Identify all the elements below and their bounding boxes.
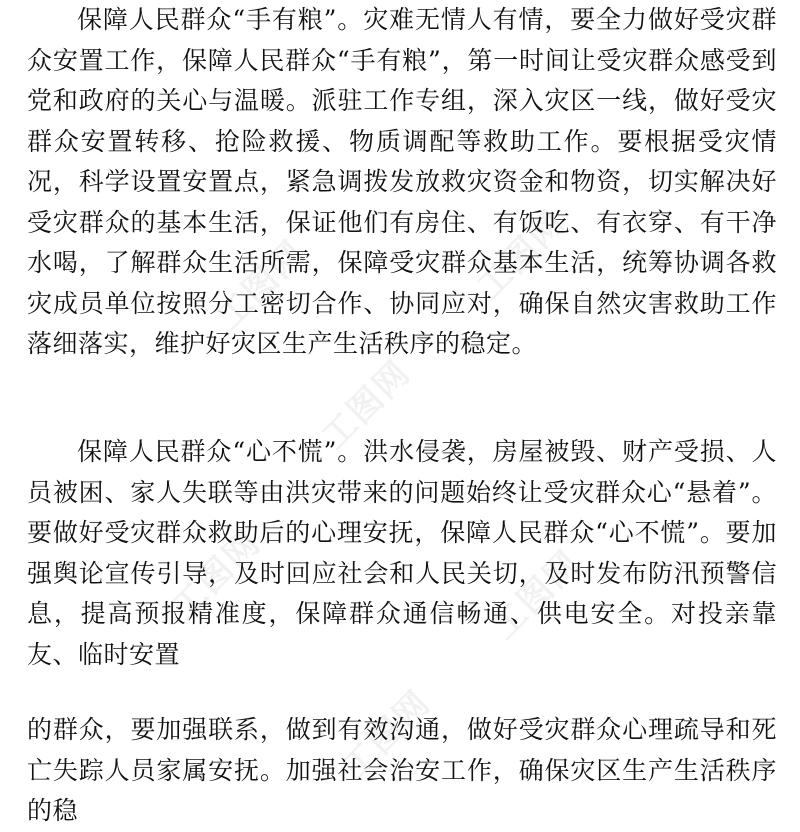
paragraph-peace-of-mind: 保障人民群众“心不慌”。洪水侵袭，房屋被毁、财产受损、人员被困、家人失联等由洪灾带来的问题始终让受灾群众心“悬着”。要做好受灾群众救助后的心理安抚，保障人民群众“心不慌”。要加强舆论宣传引导，及时回应社会和人民关切，及时发布防汛预警信息，提高预报精准度，保障群众通信畅通、供电安全。对投亲靠友、临时安置 (27, 437, 777, 669)
watermark: 工图网 (334, 682, 439, 788)
watermark: 工图网 (209, 232, 314, 338)
watermark: 工图网 (314, 352, 419, 458)
watermark: 工图网 (484, 542, 589, 648)
paragraph-continuation: 的群众，要加强联系，做到有效沟通，做好受灾群众心理疏导和死亡失踪人员家属安抚。加强社会治安工作，确保灾区生产生活秩序的稳 (27, 715, 777, 825)
watermark: 工图网 (469, 202, 574, 308)
watermark: 工图网 (164, 522, 269, 628)
paragraph-food-security: 保障人民群众“手有粮”。灾难无情人有情，要全力做好受灾群众安置工作，保障人民群众“手有粮”，第一时间让受灾群众感受到党和政府的关心与温暖。派驻工作专组，深入灾区一线，做好受灾群众安置转移、抢险救援、物质调配等救助工作。要根据受灾情况，科学设置安置点，紧急调拨发放救灾资金和物资，切实解决好受灾群众的基本生活，保证他们有房住、有饭吃、有衣穿、有干净水喝，了解群众生活所需，保障受灾群众基本生活，统筹协调各救灾成员单位按照分工密切合作、协同应对，确保自然灾害救助工作落细落实，维护好灾区生产生活秩序的稳定。 (27, 5, 777, 358)
